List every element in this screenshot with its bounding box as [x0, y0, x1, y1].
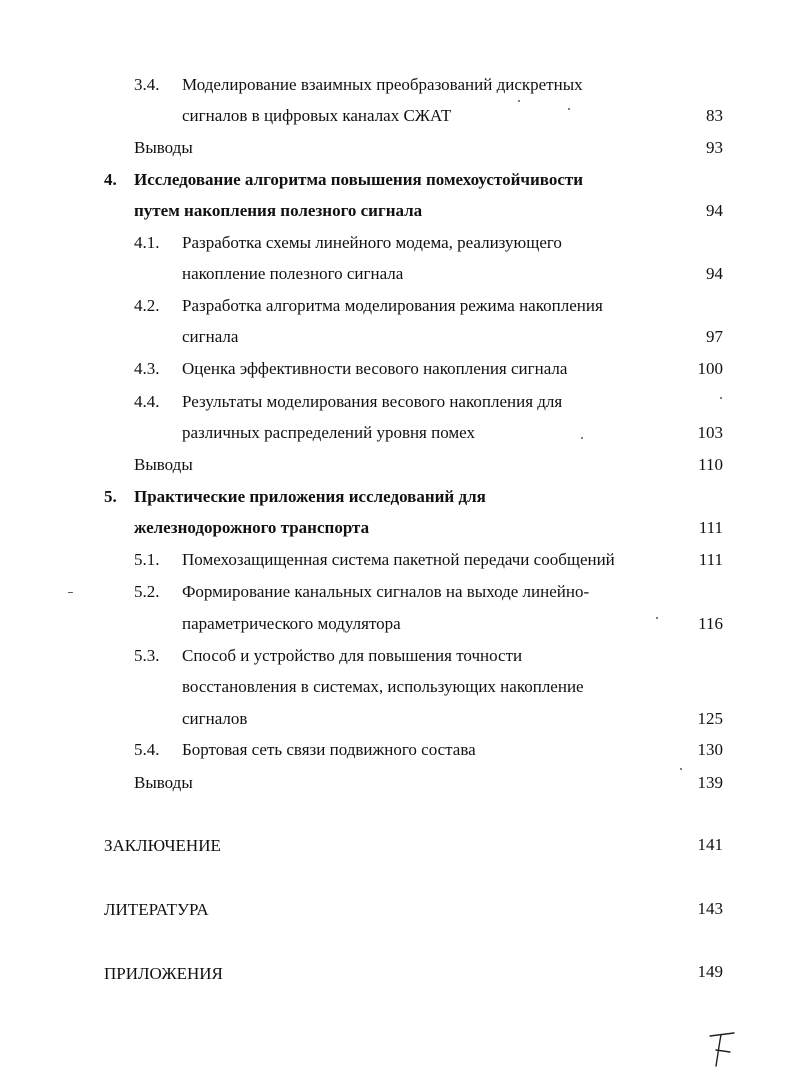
section-title-line: накопление полезного сигнала [182, 264, 404, 283]
section-number: 5.1. [134, 550, 160, 569]
page-number: 100 [697, 359, 723, 378]
section-title-line: сигнала [182, 327, 239, 346]
section-title-line: различных распределений уровня помех [182, 423, 475, 442]
section-title-line: Разработка схемы линейного модема, реализующего [182, 233, 562, 252]
chapter-title-line: Исследование алгоритма повышения помехоустойчивости [134, 170, 584, 189]
scan-speck [720, 397, 722, 399]
page-number: 97 [706, 327, 723, 346]
scan-speck [656, 617, 658, 619]
scan-speck [581, 437, 583, 439]
section-title-line: сигналов [182, 709, 248, 728]
chapter-title-line: Практические приложения исследований для [134, 487, 486, 506]
section-number: 5.2. [134, 582, 160, 601]
section-title-line: Разработка алгоритма моделирования режима накопления [182, 296, 603, 315]
section-number: 4.1. [134, 233, 160, 252]
conclusions-label: Выводы [134, 455, 193, 474]
back-matter-title: ЛИТЕРАТУРА [104, 900, 209, 919]
section-title-line: Бортовая сеть связи подвижного состава [182, 740, 476, 759]
section-number: 3.4. [134, 75, 160, 94]
back-matter-title: ЗАКЛЮЧЕНИЕ [104, 836, 221, 855]
page-number: 94 [706, 201, 723, 220]
section-title-line: восстановления в системах, использующих накопление [182, 677, 584, 696]
page-number: 103 [697, 423, 723, 442]
section-title-line: параметрического модулятора [182, 614, 401, 633]
chapter-number: 4. [104, 170, 117, 189]
conclusions-label: Выводы [134, 773, 193, 792]
page-number: 94 [706, 264, 723, 283]
page-number: 143 [697, 899, 723, 918]
page-number: 111 [698, 550, 723, 569]
page-number: 110 [698, 455, 723, 474]
scan-speck [68, 592, 73, 593]
back-matter-title: ПРИЛОЖЕНИЯ [104, 964, 223, 983]
section-title-line: Моделирование взаимных преобразований дискретных [182, 75, 583, 94]
handwritten-mark [704, 1030, 744, 1070]
section-title-line: Помехозащищенная система пакетной передачи сообщений [182, 550, 615, 569]
page-number: 125 [697, 709, 723, 728]
page-number: 141 [697, 835, 723, 854]
chapter-title-line: путем накопления полезного сигнала [134, 201, 423, 220]
page-number: 139 [697, 773, 723, 792]
section-number: 4.4. [134, 392, 160, 411]
page-number: 111 [698, 518, 723, 537]
page-number: 130 [697, 740, 723, 759]
section-number: 5.3. [134, 646, 160, 665]
page-number: 93 [706, 138, 723, 157]
chapter-number: 5. [104, 487, 117, 506]
chapter-title-line: железнодорожного транспорта [134, 518, 370, 537]
section-number: 4.3. [134, 359, 160, 378]
section-number: 5.4. [134, 740, 160, 759]
section-number: 4.2. [134, 296, 160, 315]
page-number: 149 [697, 962, 723, 981]
section-title-line: сигналов в цифровых каналах СЖАТ [182, 106, 452, 125]
page-number: 83 [706, 106, 723, 125]
scan-speck [568, 108, 570, 110]
section-title-line: Формирование канальных сигналов на выходе линейно- [182, 582, 590, 601]
scan-speck [680, 768, 682, 770]
scan-speck [518, 100, 520, 102]
conclusions-label: Выводы [134, 138, 193, 157]
section-title-line: Оценка эффективности весового накопления сигнала [182, 359, 568, 378]
section-title-line: Результаты моделирования весового накопления для [182, 392, 563, 411]
section-title-line: Способ и устройство для повышения точности [182, 646, 523, 665]
page-number: 116 [698, 614, 723, 633]
